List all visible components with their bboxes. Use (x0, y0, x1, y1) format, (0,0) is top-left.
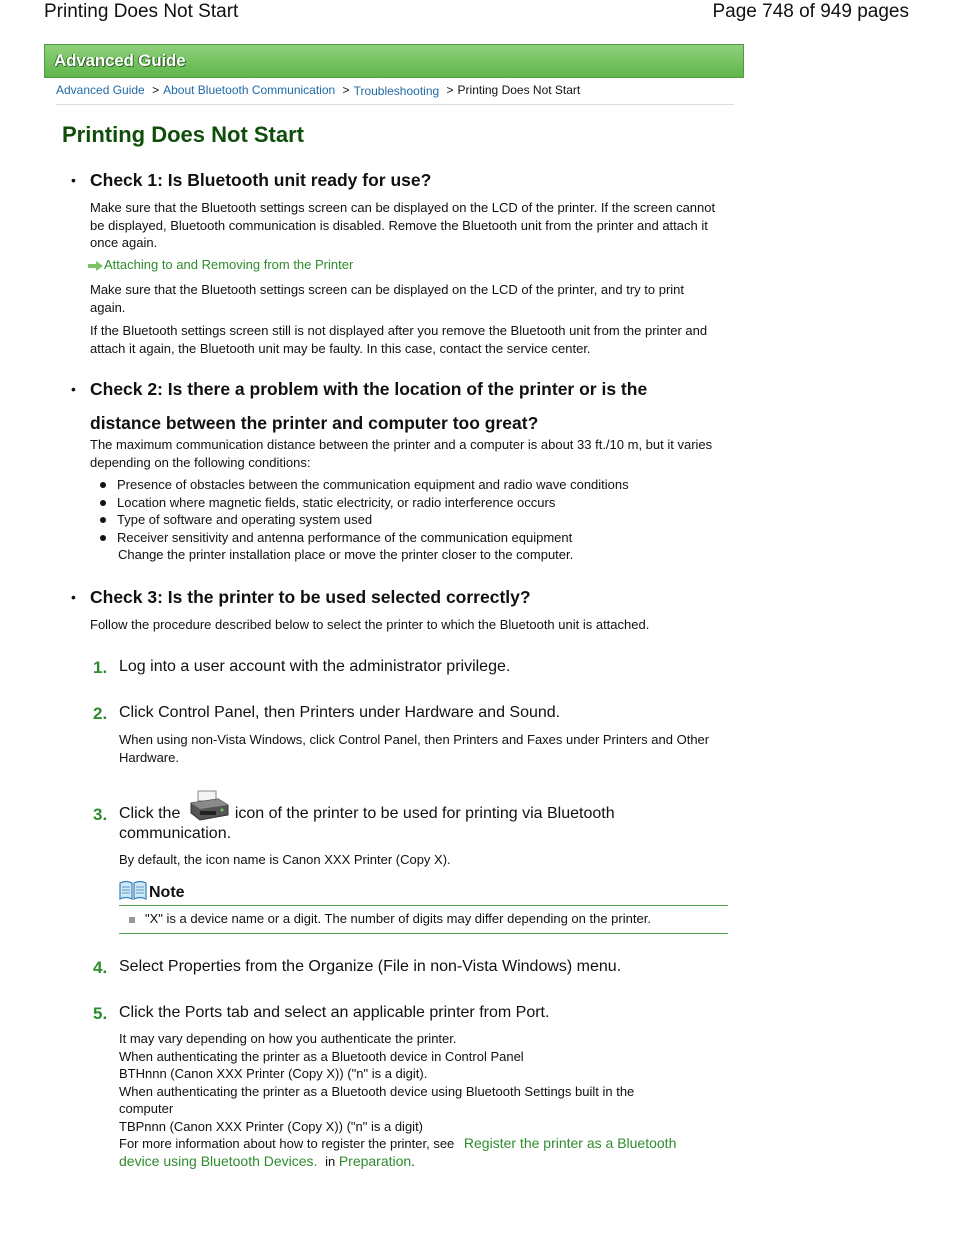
advanced-guide-banner (44, 44, 744, 78)
step-line: When authenticating the printer as a Bluetooth device using Bluetooth Settings built in the (119, 1083, 635, 1099)
list-item-text: Type of software and operating system used (117, 512, 373, 528)
list-item-text: Receiver sensitivity and antenna performance of the communication equipment (117, 530, 573, 546)
step-text-part: Click the (119, 805, 181, 822)
bullet-icon: • (71, 589, 76, 605)
bullet-icon: • (71, 381, 76, 397)
register-printer-link-cont[interactable]: device using Bluetooth Devices. (119, 1152, 318, 1169)
check2-heading-line1: Check 2: Is there a problem with the location of the printer or is the (90, 379, 648, 399)
step-text-part: icon of the printer to be used for printing via Bluetooth (234, 805, 615, 822)
bullet-dot-icon (100, 517, 106, 523)
breadcrumb-current: Printing Does Not Start (457, 83, 581, 97)
breadcrumb-troubleshooting[interactable]: Troubleshooting (353, 84, 440, 98)
page-header-title: Printing Does Not Start (44, 1, 239, 22)
check1-heading: Check 1: Is Bluetooth unit ready for use? (90, 170, 432, 190)
square-bullet-icon (129, 917, 135, 923)
step-number: 3. (93, 805, 108, 824)
list-item (100, 476, 629, 494)
step-text: Click the Ports tab and select an applicable printer from Port. (119, 1004, 550, 1021)
step-line: TBPnnn (Canon XXX Printer (Copy X)) ("n" is a digit) (119, 1118, 424, 1134)
step-line: It may vary depending on how you authenticate the printer. (119, 1031, 457, 1046)
bullet-dot-icon (100, 535, 106, 541)
bullet-dot-icon (100, 500, 106, 506)
list-item-text: Location where magnetic fields, static electricity, or radio interference occurs (117, 494, 556, 510)
note-item (129, 911, 651, 926)
note-box (119, 880, 728, 934)
printer-icon (188, 789, 230, 823)
check1-paragraph-3: If the Bluetooth settings screen still is not displayed after you remove the Bluetooth unit from the printer and attach it again, the Bluetooth unit may be faulty. In this case, contact the service center. (90, 323, 708, 356)
conditions-list (100, 476, 629, 547)
step-description: By default, the icon name is Canon XXX Printer (Copy X). (119, 852, 451, 867)
breadcrumb-advanced-guide[interactable]: Advanced Guide (56, 83, 145, 97)
breadcrumb-about-bluetooth[interactable]: About Bluetooth Communication (163, 83, 336, 97)
breadcrumb-divider (56, 104, 734, 105)
more-info-in: in (325, 1153, 336, 1169)
register-printer-link[interactable]: Register the printer as a Bluetooth (463, 1135, 677, 1151)
check1-link-row (88, 257, 353, 272)
banner-title: Advanced Guide (54, 51, 186, 70)
step-text: Select Properties from the Organize (File in non-Vista Windows) menu. (119, 958, 622, 975)
list-item (100, 494, 629, 512)
preparation-link[interactable]: Preparation (338, 1152, 412, 1169)
more-info-end: . (411, 1153, 415, 1169)
arrow-right-icon (88, 261, 103, 271)
step-line: When authenticating the printer as a Bluetooth device in Control Panel (119, 1048, 524, 1064)
check3-paragraph: Follow the procedure described below to select the printer to which the Bluetooth unit is attached. (90, 617, 650, 632)
bullet-icon: • (71, 172, 76, 188)
breadcrumb-separator: > (152, 83, 160, 97)
more-info-line (119, 1135, 719, 1153)
step-number: 4. (93, 958, 108, 977)
step-line: BTHnnn (Canon XXX Printer (Copy X)) ("n" is a digit). (119, 1066, 428, 1081)
list-item (100, 529, 629, 547)
list-item-text: Presence of obstacles between the communication equipment and radio wave conditions (117, 477, 629, 492)
step-description: When using non-Vista Windows, click Control Panel, then Printers and Faxes under Printers and Other Hardware. (119, 732, 710, 765)
more-info-line-2 (119, 1153, 719, 1171)
breadcrumb (56, 83, 580, 97)
check1-paragraph-2: Make sure that the Bluetooth settings screen can be displayed on the LCD of the printer, and try to print again. (90, 282, 685, 315)
step-text: Log into a user account with the administrator privilege. (119, 658, 511, 675)
check2-after-text: Change the printer installation place or move the printer closer to the computer. (118, 547, 574, 562)
bullet-dot-icon (100, 482, 106, 488)
list-item (100, 511, 629, 529)
step-line: computer (119, 1101, 174, 1116)
book-icon (119, 880, 147, 900)
page-number: Page 748 of 949 pages (712, 1, 909, 22)
step-text (119, 805, 615, 823)
note-title: Note (149, 884, 185, 901)
step-number: 2. (93, 704, 108, 723)
note-item-text: "X" is a device name or a digit. The number of digits may differ depending on the printer. (145, 911, 651, 926)
step-number: 1. (93, 658, 108, 677)
note-bottom-rule (119, 933, 728, 934)
check2-paragraph: The maximum communication distance between the printer and a computer is about 33 ft./10 m, but it varies depending on the following conditions: (90, 437, 713, 470)
more-info-text: For more information about how to register the printer, see (119, 1136, 455, 1151)
step-number: 5. (93, 1004, 108, 1023)
breadcrumb-separator: > (342, 83, 350, 97)
page-title: Printing Does Not Start (62, 122, 305, 147)
step-description (119, 1030, 719, 1170)
step-text: Click Control Panel, then Printers under Hardware and Sound. (119, 704, 561, 721)
breadcrumb-separator: > (446, 83, 454, 97)
check1-paragraph-1: Make sure that the Bluetooth settings screen can be displayed on the LCD of the printer. If the screen cannot be displayed, Bluetooth communication is disabled. Remove the Bluetooth unit from the printer and attach it once again. (90, 200, 716, 250)
check3-heading: Check 3: Is the printer to be used selected correctly? (90, 587, 531, 607)
step-text-continued: communication. (119, 825, 232, 842)
check2-heading-line2: distance between the printer and computer too great? (90, 413, 539, 433)
attaching-removing-link[interactable]: Attaching to and Removing from the Printer (104, 257, 354, 272)
note-top-rule (119, 905, 728, 906)
